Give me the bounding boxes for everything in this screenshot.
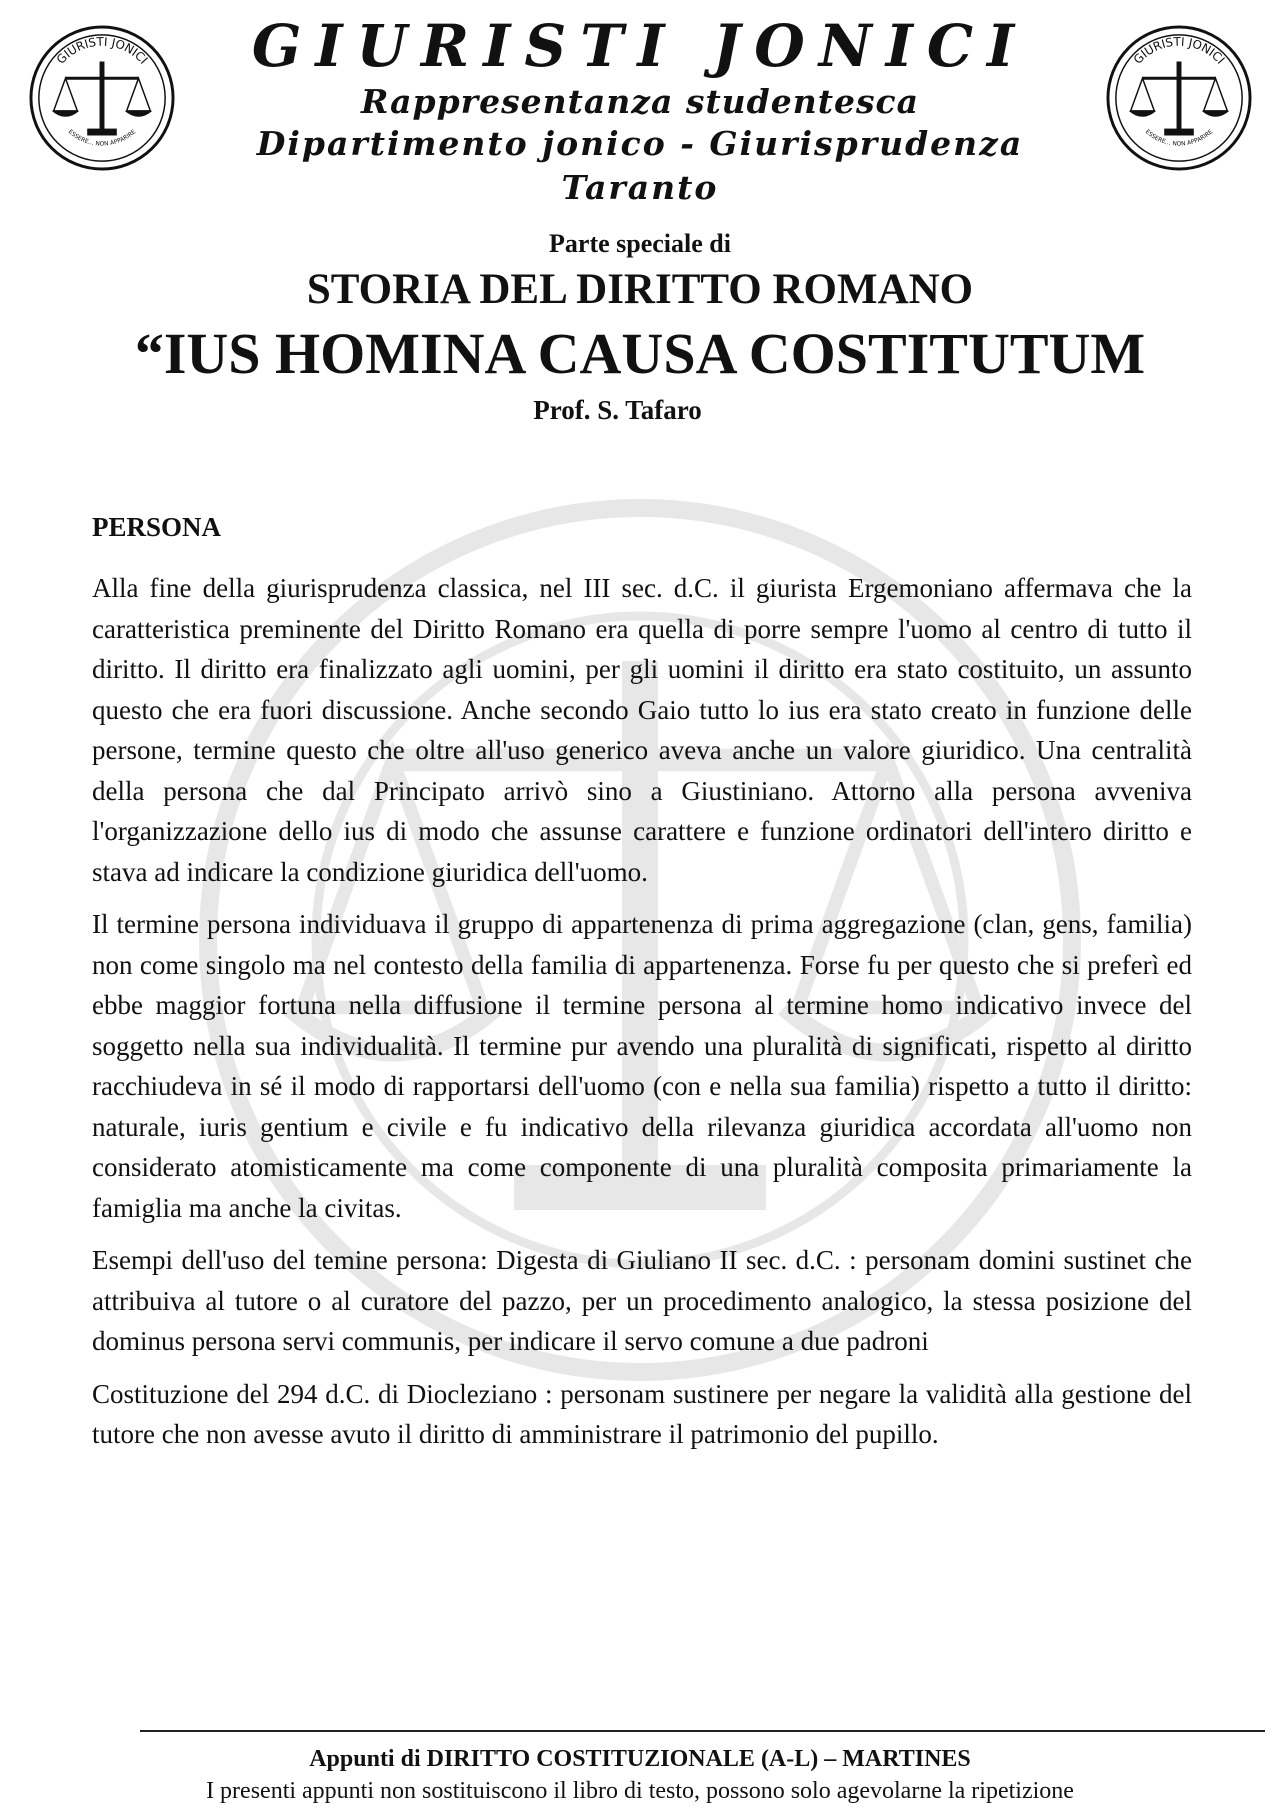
section-heading: PERSONA: [92, 512, 222, 542]
title-block: [0, 226, 1280, 430]
seal-motto: ESSERE... NON APPARIRE: [1143, 129, 1215, 148]
right-seal-logo: [1105, 24, 1253, 172]
org-subtitle-2: Dipartimento jonico - Giurisprudenza Taranto: [256, 124, 1024, 207]
pre-title: Parte speciale di: [549, 229, 731, 258]
seal-ring-text: GIURISTI JONICI: [53, 34, 151, 67]
org-subtitle-1: Rappresentanza studentesca: [360, 82, 920, 121]
professor-name: Prof. S. Tafaro: [533, 395, 702, 425]
paragraph: Costituzione del 294 d.C. di Diocleziano : personam sustinere per negare la validità alla gestione del tutore che non avesse avuto il diritto di amministrare il patrimonio del pupillo.: [92, 1378, 1192, 1449]
seal-ring-text: GIURISTI JONICI: [1130, 34, 1228, 67]
paragraph: Esempi dell'uso del temine persona: Digesta di Giuliano II sec. d.C. : personam domini sustinet che attribuiva al tutore o al curatore del pazzo, per un procedimento analogico, la stessa posizione del dominus persona servi communis, per indicare il servo comune a due padroni: [92, 1245, 1192, 1356]
seal-motto: ESSERE... NON APPARIRE: [66, 129, 138, 148]
main-title: “IUS HOMINA CAUSA COSTITUTUM: [134, 321, 1146, 386]
footer-disclaimer: I presenti appunti non sostituiscono il libro di testo, possono solo agevolarne la ripetizione: [206, 1778, 1074, 1804]
paragraph: Alla fine della giurisprudenza classica, nel III sec. d.C. il giurista Ergemoniano affermava che la caratteristica preminente del Diritto Romano era quella di porre sempre l'uomo al centro di tutto il diritto. Il diritto era finalizzato agli uomini, per gli uomini il diritto era stato costituito, un assunto questo che era fuori discussione. Anche secondo Gaio tutto lo ius era stato creato in funzione delle persone, termine questo che oltre all'uso generico aveva anche un valore giuridico. Una centralità della persona che dal Principato arrivò sino a Giustiniano. Attorno alla persona avveniva l'organizzazione dello ius di modo che assunse carattere e funzione ordinatori dell'intero diritto e stava ad indicare la condizione giuridica dell'uomo.: [92, 573, 1192, 887]
left-seal-logo: [28, 24, 176, 172]
footer-course-line: Appunti di DIRITTO COSTITUZIONALE (A-L) – MARTINES: [309, 1746, 971, 1772]
brand-block: [185, 10, 1095, 210]
footer-divider: [140, 1730, 1265, 1732]
course-title: STORIA DEL DIRITTO ROMANO: [306, 266, 974, 313]
org-name: GIURISTI JONICI: [251, 12, 1029, 80]
paragraph: Il termine persona individuava il gruppo di appartenenza di prima aggregazione (clan, gens, familia) non come singolo ma nel contesto della familia di appartenenza. Forse fu per questo che si preferì ed ebbe maggior fortuna nella diffusione il termine persona al termine homo indicativo invece del soggetto nella sua individualità. Il termine pur avendo una pluralità di significati, rispetto al diritto racchiudeva in sé il modo di rapportarsi dell'uomo (con e nella sua familia) rispetto a tutto il diritto: naturale, iuris gentium e civile e fu indicativo della rilevanza giuridica accordata all'uomo non considerato atomisticamente ma come componente di una pluralità composita primariamente la famiglia ma anche la civitas.: [92, 909, 1192, 1223]
document-header: [0, 0, 1280, 207]
document-body: [92, 510, 1192, 1467]
